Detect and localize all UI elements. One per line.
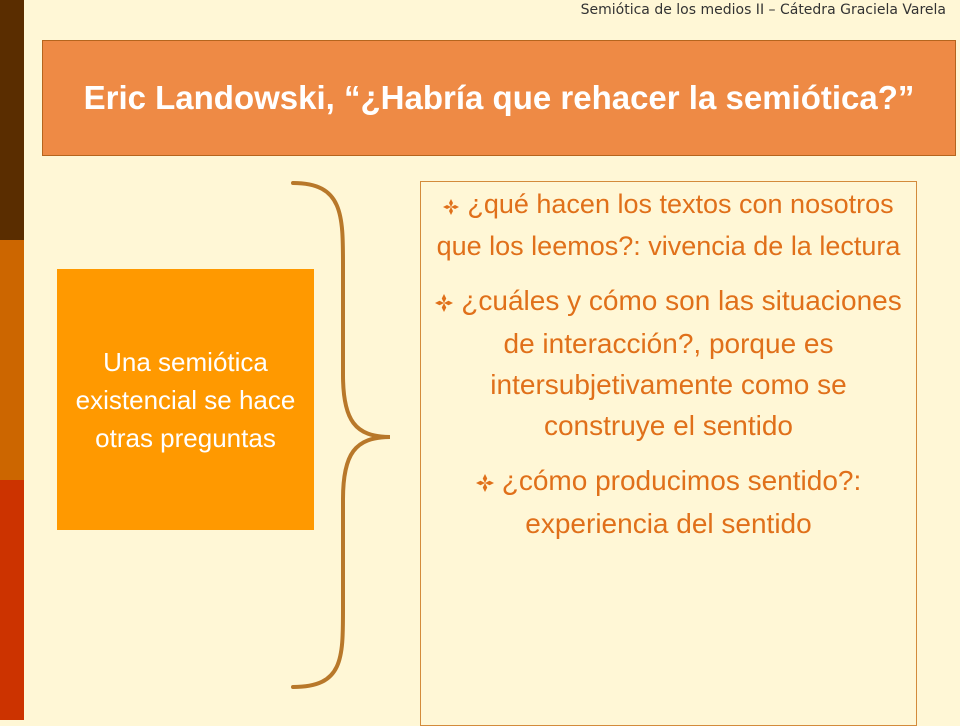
diamond-bullet-icon: [476, 462, 494, 503]
decorative-stripe-middle: [0, 240, 24, 480]
diamond-bullet-icon: [443, 186, 459, 226]
decorative-stripe-top: [0, 0, 24, 240]
question-item: [421, 460, 916, 544]
question-text: ¿qué hacen los textos con nosotros que los leemos?: vivencia de la lectura: [436, 189, 901, 261]
left-concept-text: Una semiótica existencial se hace otras preguntas: [75, 346, 296, 453]
question-item: [421, 184, 916, 266]
diamond-bullet-icon: [435, 282, 453, 323]
slide-title: Eric Landowski, “¿Habría que rehacer la semiótica?”: [83, 79, 915, 116]
curly-brace-icon: [285, 175, 395, 695]
decorative-stripe-bottom: [0, 480, 24, 720]
question-text: ¿cómo producimos sentido?: experiencia del sentido: [501, 464, 862, 540]
left-concept-box: [57, 269, 314, 530]
question-text: ¿cuáles y cómo son las situaciones de interacción?, porque es intersubjetivamente como se construye el sentido: [461, 284, 902, 441]
questions-box: [420, 181, 917, 726]
slide-title-box: [42, 40, 956, 156]
question-item: [421, 280, 916, 446]
course-header: Semiótica de los medios II – Cátedra Graciela Varela: [580, 2, 946, 18]
